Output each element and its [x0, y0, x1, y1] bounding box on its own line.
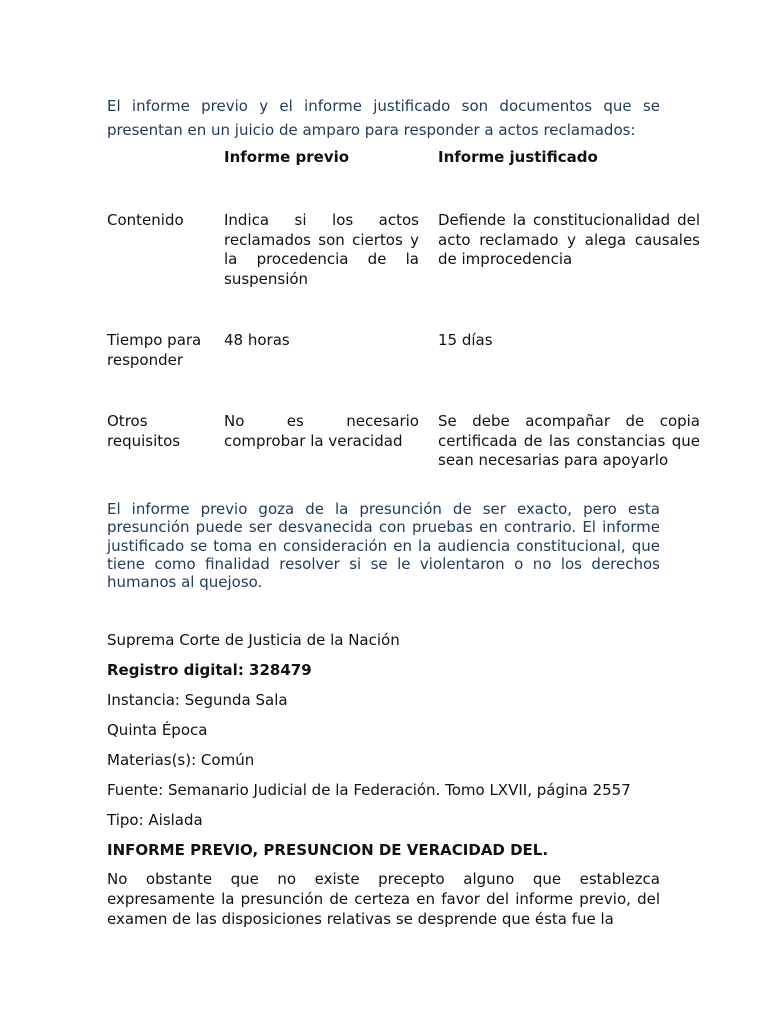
note-paragraph: El informe previo goza de la presunción de ser exacto, pero esta presunción puede ser desvanecida con pruebas en contrario. El informe justificado se toma en consideración en la audiencia constitucional, que tiene como finalidad resolver si se le violentaron o no los derechos humanos al quejoso. [107, 500, 660, 592]
header-informe-justificado: Informe justificado [438, 148, 598, 166]
header-empty [107, 147, 224, 211]
registro-digital: Registro digital: 328479 [107, 661, 312, 679]
cell-previo-requisitos: No es necesario comprobar la veracidad [224, 412, 419, 450]
row-label-contenido: Contenido [107, 211, 184, 229]
intro-paragraph: El informe previo y el informe justificado son documentos que se presentan en un juicio de amparo para responder a actos reclamados: [107, 97, 660, 139]
materias: Materias(s): Común [107, 751, 255, 769]
row-label-requisitos: Otros requisitos [107, 412, 181, 450]
header-informe-previo: Informe previo [224, 148, 350, 166]
cell-justificado-requisitos: Se debe acompañar de copia certificada de las constancias que sean necesarias para apoyarlo [438, 412, 700, 469]
fuente: Fuente: Semanario Judicial de la Federación. Tomo LXVII, página 2557 [107, 781, 631, 799]
cell-justificado-tiempo: 15 días [438, 331, 493, 349]
table-row [107, 412, 700, 472]
table-row [107, 211, 700, 331]
tipo: Tipo: Aislada [107, 811, 203, 829]
court-name: Suprema Corte de Justicia de la Nación [107, 631, 400, 649]
epoca: Quinta Época [107, 721, 208, 739]
instancia: Instancia: Segunda Sala [107, 691, 288, 709]
comparison-table [107, 147, 700, 472]
thesis-body: No obstante que no existe precepto alguno que establezca expresamente la presunción de certeza en favor del informe previo, del examen de las disposiciones relativas se desprende que ésta fue la [107, 870, 660, 928]
row-label-tiempo: Tiempo para responder [107, 331, 202, 369]
table-header-row [107, 147, 700, 211]
thesis-metadata [107, 630, 667, 870]
table-row [107, 331, 700, 412]
cell-previo-tiempo: 48 horas [224, 331, 290, 349]
cell-justificado-contenido: Defiende la constitucionalidad del acto reclamado y alega causales de improcedencia [438, 211, 700, 268]
cell-previo-contenido: Indica si los actos reclamados son ciertos y la procedencia de la suspensión [224, 211, 419, 288]
thesis-title: INFORME PREVIO, PRESUNCION DE VERACIDAD DEL. [107, 841, 549, 859]
